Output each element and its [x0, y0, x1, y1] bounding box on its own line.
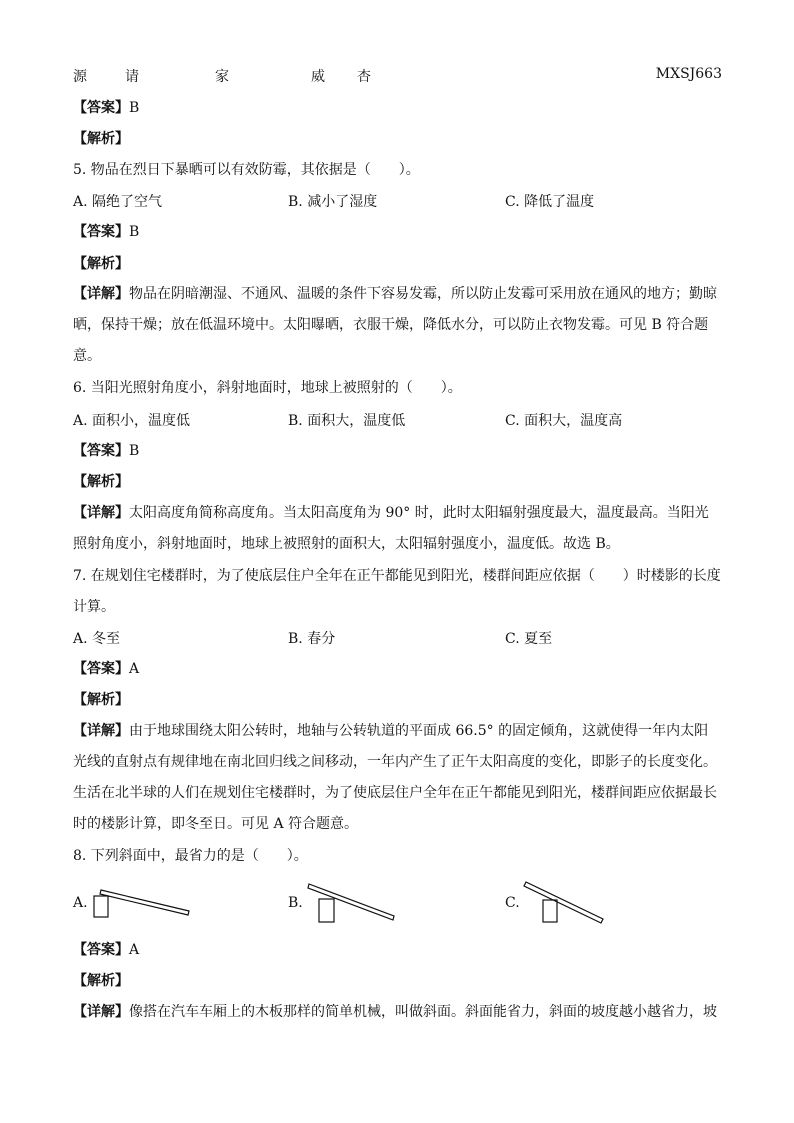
answer-value: B [129, 100, 140, 116]
incline-board [100, 890, 189, 915]
support-block [319, 899, 334, 922]
incline-figure-a [90, 880, 194, 920]
analysis-line [73, 254, 722, 274]
header-char: 威 [311, 69, 325, 85]
question-stem: 5. 物品在烈日下暴晒可以有效防霉，其依据是（ ）。 [73, 162, 420, 178]
detail-paragraph [73, 498, 722, 560]
detail-tag: 【详解】 [73, 505, 129, 521]
answer-line [73, 940, 722, 960]
detail-paragraph [73, 279, 722, 372]
answer-line [73, 222, 722, 242]
analysis-tag: 【解析】 [73, 256, 129, 272]
incline-figure-c [522, 878, 608, 926]
analysis-line [73, 472, 722, 492]
option-c: C. 面积大，温度高 [505, 413, 623, 429]
option-b: B. 减小了湿度 [288, 194, 378, 210]
detail-text: 由于地球围绕太阳公转时，地轴与公转轨道的平面成 66.5° 的固定倾角，这就使得一年内太阳光线的直射点有规律地在南北回归线之间移动，一年内产生了正午太阳高度的变化，即影子的长度变化。生活在北半球的人们在规划住宅楼群时，为了使底层住户全年在正午都能见到阳光，楼群间距应依据最长时的楼影计算，即冬至日。可见 A 符合题意。 [73, 723, 717, 832]
analysis-tag: 【解析】 [73, 131, 129, 147]
support-block [543, 900, 557, 922]
header-char: 请 [125, 69, 139, 85]
answer-tag: 【答案】 [73, 224, 129, 240]
support-block [94, 896, 108, 917]
detail-tag: 【详解】 [73, 723, 129, 739]
answer-value: A [129, 661, 140, 677]
analysis-tag: 【解析】 [73, 474, 129, 490]
header-char: 杏 [357, 69, 371, 85]
option-a: A. 冬至 [73, 631, 121, 647]
answer-value: B [129, 224, 140, 240]
detail-tag: 【详解】 [73, 1004, 129, 1020]
answer-tag: 【答案】 [73, 100, 129, 116]
header-char: 源 [73, 69, 87, 85]
detail-text: 物品在阴暗潮湿、不通风、温暖的条件下容易发霉，所以防止发霉可采用放在通风的地方；勤晾晒，保持干燥；放在低温环境中。太阳曝晒，衣服干燥，降低水分，可以防止衣物发霉。可见 B 符合题意。 [73, 286, 717, 364]
option-b: B. 春分 [288, 631, 336, 647]
question-stem: 8. 下列斜面中，最省力的是（ ）。 [73, 848, 308, 864]
analysis-tag: 【解析】 [73, 692, 129, 708]
analysis-line [73, 690, 722, 710]
header-char: 家 [215, 69, 229, 85]
analysis-tag: 【解析】 [73, 973, 129, 989]
answer-tag: 【答案】 [73, 443, 129, 459]
answer-line [73, 98, 722, 118]
option-c: C. [505, 895, 520, 911]
detail-tag: 【详解】 [73, 286, 129, 302]
answer-tag: 【答案】 [73, 661, 129, 677]
option-b: B. [288, 895, 303, 911]
answer-tag: 【答案】 [73, 942, 129, 958]
detail-paragraph [73, 716, 722, 840]
option-a: A. 面积小，温度低 [73, 413, 191, 429]
incline-figure-b [305, 880, 399, 926]
analysis-line [73, 129, 722, 149]
question-stem: 7. 在规划住宅楼群时，为了使底层住户全年在正午都能见到阳光，楼群间距应依据（ ）时楼影的长度计算。 [73, 568, 721, 615]
option-b: B. 面积大，温度低 [288, 413, 406, 429]
detail-text: 像搭在汽车车厢上的木板那样的简单机械，叫做斜面。斜面能省力，斜面的坡度越小越省力，坡 [129, 1004, 717, 1020]
answer-line [73, 441, 722, 461]
option-c: C. 降低了温度 [505, 194, 595, 210]
detail-paragraph [73, 1002, 722, 1022]
header-code: MXSJ663 [655, 66, 722, 82]
incline-board [308, 884, 394, 920]
option-c: C. 夏至 [505, 631, 553, 647]
answer-line [73, 659, 722, 679]
answer-value: B [129, 443, 140, 459]
incline-board [524, 882, 603, 923]
option-a: A. [73, 895, 88, 911]
answer-value: A [129, 942, 140, 958]
detail-text: 太阳高度角简称高度角。当太阳高度角为 90° 时，此时太阳辐射强度最大，温度最高。当阳光照射角度小，斜射地面时，地球上被照射的面积大，太阳辐射强度小，温度低。故选 B。 [73, 505, 709, 552]
analysis-line [73, 971, 722, 991]
option-a: A. 隔绝了空气 [73, 194, 163, 210]
question-stem: 6. 当阳光照射角度小，斜射地面时，地球上被照射的（ ）。 [73, 380, 462, 396]
